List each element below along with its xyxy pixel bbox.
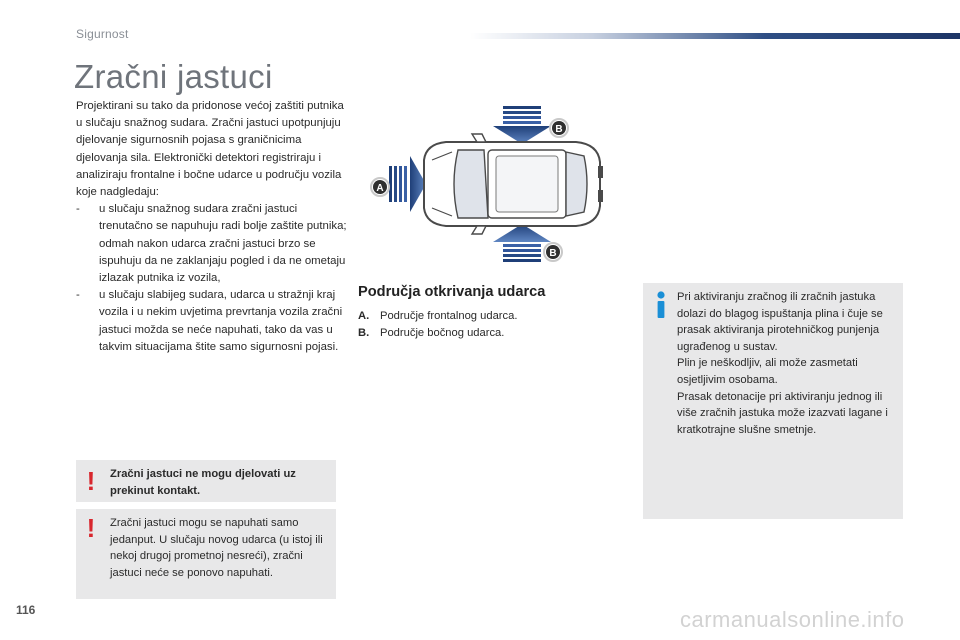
side-impact-arrow-top	[493, 106, 551, 144]
intro-text	[76, 98, 351, 356]
info-icon	[652, 290, 670, 320]
warning-text: Zračni jastuci mogu se napuhati samo jedanput. U slučaju novog udarca (u istoj ili nekoj drugoj prometnoj nesreći), zračni jastuci neće se ponovo napuhati.	[110, 517, 323, 579]
zone-text: Područje bočnog udarca.	[380, 326, 505, 339]
zone-text: Područje frontalnog udarca.	[380, 310, 518, 322]
car-top-view	[424, 134, 603, 234]
diagram-label-a	[371, 178, 389, 196]
svg-text:B: B	[555, 124, 563, 135]
warning-box-single-use	[76, 509, 336, 599]
car-impact-diagram	[362, 104, 612, 270]
watermark: carmanualsonline.info	[680, 607, 905, 632]
list-item	[358, 308, 608, 325]
header-rule	[470, 33, 960, 39]
intro-list	[76, 201, 351, 356]
info-paragraph: Prasak detonacije pri aktiviranju jednog ili više zračnih jastuka može izazvati lagane i kratkotrajne slušne smetnje.	[677, 390, 888, 436]
zone-key: B.	[358, 326, 370, 339]
side-impact-arrow-bottom	[493, 224, 551, 262]
list-item: - u slučaju slabijeg sudara, udarca u stražnji kraj vozila i u nekim uvjetima prevrtanja vozila zračni jastuci možda se neće napuhati, tako da vas u takvim situacijama štite samo sigurnosni pojasi.	[76, 287, 351, 356]
detection-zones-list	[358, 308, 608, 341]
front-impact-arrow	[389, 156, 426, 212]
diagram-label-b-top	[550, 119, 568, 137]
svg-text:B: B	[549, 248, 557, 259]
list-item: - u slučaju snažnog sudara zračni jastuci trenutačno se napuhuju radi bolje zaštite putnika; odmah nakon udarca zračni jastuci brzo se ispuhuju da ne zaklanjaju pogled i da ne ometaju izlazak putnika iz vozila,	[76, 201, 351, 287]
warning-icon: !	[86, 466, 96, 496]
info-paragraph: Pri aktiviranju zračnog ili zračnih jastuka dolazi do blagog ispuštanja plina i čuje se prasak aktiviranja pirotehničkog punjenja ugrađenog u sustav.	[677, 291, 883, 353]
info-paragraph: Plin je neškodljiv, ali može zasmetati osjetljivim osobama.	[677, 357, 858, 386]
svg-text:A: A	[376, 183, 384, 194]
warning-text: Zračni jastuci ne mogu djelovati uz prekinut kontakt.	[110, 468, 296, 497]
detection-zones-title: Područja otkrivanja udarca	[358, 284, 546, 300]
page-title: Zračni jastuci	[74, 58, 273, 95]
diagram-label-b-bottom	[544, 243, 562, 261]
info-box	[643, 283, 903, 519]
page-number: 116	[16, 603, 36, 617]
warning-box-ignition	[76, 460, 336, 502]
zone-key: A.	[358, 310, 370, 322]
intro-paragraph: Projektirani su tako da pridonose većoj zaštiti putnika u slučaju snažnog sudara. Zračni jastuci upotpunjuju djelovanje sigurnosnih pojasa s graničnicima djelovanja sila. Elektronički detektori registriraju i analiziraju frontalne i bočne udarce u području vozila koje nadgledaju:	[76, 100, 344, 199]
section-header: Sigurnost	[76, 27, 129, 41]
list-item	[358, 325, 608, 342]
warning-icon: !	[86, 513, 96, 543]
info-text	[677, 289, 899, 438]
